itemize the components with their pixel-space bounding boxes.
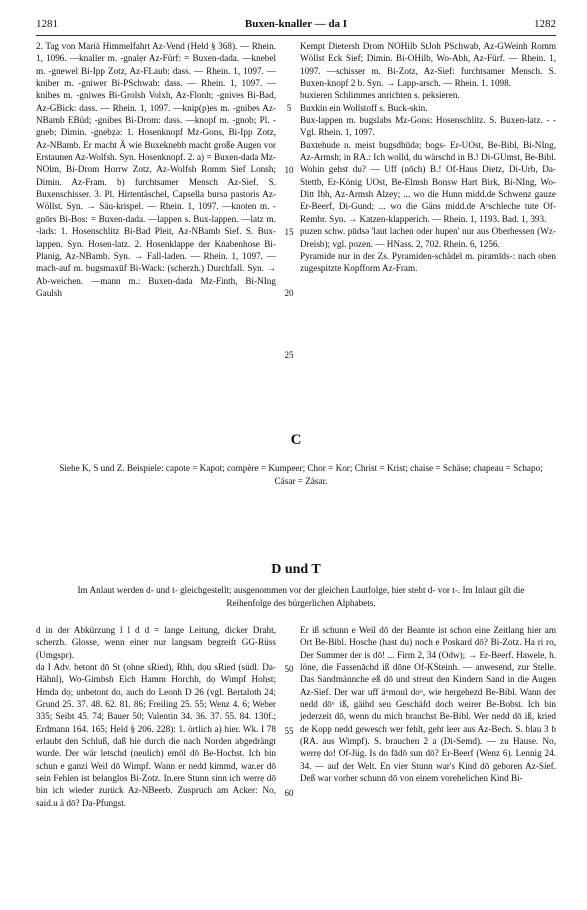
running-title: Buxen-knaller — da I xyxy=(244,18,348,30)
page-number-right: 1282 xyxy=(534,18,556,30)
line-number: 50 xyxy=(284,664,294,674)
line-number: 55 xyxy=(284,726,294,736)
lower-right-column xyxy=(300,624,556,784)
section-c-note: Siehe K, S und Z. Beispiele: capote = Kapot; compère = Kumpeer; Chor = Kor; Christ = Krist; chaise = Schäse; chapeau = Schapo; Cäsar = Zäsar. xyxy=(59,463,543,486)
entry-pyramide: Pyramide nur in der Zs. Pyramiden-schädel m. piramīds-: nach oben zugespitzte Kopfform Az-Fram. xyxy=(300,250,556,274)
line-number: 10 xyxy=(284,165,294,175)
section-heading-c: C xyxy=(290,432,302,448)
header-rule xyxy=(36,35,556,36)
paragraph: Er iß schunn e Weil dō der Beamte ist schon eine Zeitlang hier am Ort Be-Bibl. Hosche (hast du) noch e Poskard dō? Bi-Zotz. Ha ri ro, Der Summer der is dō! ... Firm 2, 34 (Odw); → Er-Beerf. Hawele, h. löne, die Fassenāchd iß dōne Of-KSteinh. — anwesend, zur Stelle. Das Sandmännche eß dō und streut den Kindern Sand in die Augen Az-Sief. Der war uff äᵘmoul doᵘ, wie hergehezd Be-Bibl. Wann der nedd dōᵘ iß, gäihd seu Geschäfd doch weirer Be-Bobst. Ich bin jederzeit dō, wenn du mich brauchst Be-Bibl. Wer nedd dō iß, kried de Kopp nedd gewesch wer fehlt, geht leer aus Az-Bech. S. blau 3 b (RA. aus Wimpf). S. brauchen 2 a (Di-Semd). — zu Hause. No, werrẹ do! Of-Jüg. Is do fādō sun dō? Er-Beerf (Wenz 6). Lennig 24. 34. — auf der Welt. En vier Stunn war's Kind dō geboren Az-Sief. Deß war vorher schunn dō von einem vorehelichen Kind Bi- xyxy=(300,625,556,784)
upper-right-column xyxy=(300,40,556,275)
paragraph: Kempt Dietersh Drom NOHilb StJoh PSchwab, Az-GWeinh Romm Wöllst Eck Sief; Dimin. Bi-OHilb, Wo-Abh, Az-Fürf. — Rhein. 1, 1097. —schisser m. Bi-Zotz, Az-Sief: furchtsamer Mensch. S. Buxen-knopf 2 b. Syn. → Lapp-arsch. — Rhein. 1. 1098. xyxy=(300,41,556,89)
entry-da-i: da I Adv. betont dō St (ohne sRied), Rhh, dọu sRied (südl. Da-Hähnl), Wo-Gimbsh Eich Hamm Horchh, dọ Wimpf Hohst; Hmda dọ; unbetont do, auch do Leonh D 26 (vgl. Bertaloth 24; Grund 25. 37. 48. 62. 81. 86; Freiling 25. 55; Wenz 4. 6; Weber 335; Seibt 45. 74; Bauer 50; Valentin 34. 36. 37. 55. 84. 130f.; Erdmann 164. 165; Held § 206. 228): 1. örtlich a) hier. Wk. I 78 erlaubt den Schluß, daß hie durch die nach Norden abgedrängt wurde. Der wär letschd (neulich) emōl dō Be-Hochst. Ich bin schun e ganzi Weil dō Wimpf. Wann er nedd kimmd, war.er dō sein Fehlen ist belanglos Bi-Zotz. In.ere Stunn sinn ich werrẹ dō bin ich wieder zurück Az-NBeerb. Zuspruch am Acker: No, said.u ä dō? Da-Pfungst. xyxy=(36,662,276,808)
entry-bux-lappen: Bux-lappen m. bugslabs Mz-Gons: Hosenschlitz. S. Buxen-latz. - - Vgl. Rhein. 1, 1097. xyxy=(300,115,556,138)
section-heading-d-und-t: D und T xyxy=(271,562,321,577)
entry-buxkin: Buxkin ein Wollstoff s. Buck-skin. xyxy=(300,102,428,113)
page-header xyxy=(36,18,556,34)
upper-left-column xyxy=(36,40,276,299)
line-number: 15 xyxy=(284,227,294,237)
section-dt-note: Im Anlaut werden d- und t- gleichgestellt; ausgenommen vor der gleichen Lautfolge, hier steht d- vor t-. Im Inlaut gilt die Reihenfolge des bürgerlichen Alphabets. xyxy=(77,585,525,608)
entry-puzen: puzen schw. pūdsə 'laut lachen oder hupen' nur aus Oberhessen (Wz-Dreisb); vgl. pozen. — HNass. 2, 702. Rhein. 6, 1256. xyxy=(300,226,556,249)
page-number-left: 1281 xyxy=(36,18,58,30)
entry-buxtehude: Buxtehude n. meist bugsdhūdə; bogs- Er-UOst, Be-Bibl, Bi-NIng, Az-Armsh; in RA.: Ich wolld, du wärschd in B.! Di-GUmst, Be-Bibl. Wohin gehst du? — Uff (nōch) B.! Of-Haus Dietz, Di-Urb, Da-Stettb, Er-König UOst, Be-Elmsh Bonsw Hart Birk, Bi-NIng, Wo-Ditt Ibh, Az-Armsh Alzey; ... wo die Hunn midd.de Schwenz gauze Er-Beerf, Di-Gund; ... wo die Gäns midd.de Aᵒschleche tute Of-Rembr. Syn. → Katzen-klapperich. — Rhein. 1, 1193. Bad. 1, 393. xyxy=(300,139,556,224)
entry-d: d in der Abkürzung l l d d = lange Leitung, dicker Draht, scherzh. Glosse, wenn einer nur langsam begreift GG-Rüss (Umgspr). xyxy=(36,625,276,660)
lower-left-column xyxy=(36,624,276,809)
line-number: 60 xyxy=(284,788,294,798)
line-number: 20 xyxy=(284,288,294,298)
paragraph: 2. Tag von Mariä Himmelfahrt Az-Vend (Held § 368). — Rhein. 1, 1096. —knaller m. -gnalẹr Az-Fürf: = Buxen-dada. —knebel m. -gnewel Bi-Ipp Zotz, Az-FLaub: dass. — Rhein. 1, 1097. —kniber m. -gniwer Bi-PSchwab: dass. — Rhein. 1, 1097. —knibes m. -gniwes Bi-Grolsh Volxh, Az-Flonh; -gnives Bi-Bad, Az-GBick: dass. — Rhein. 1, 1097. —knip(p)es m. -gnibes Az-NBamb EBüd; -gnibes Bi-Drom: dass. —knopf m. -gnob; Pl. -gneb; Dimin. -gnebẓə: 1. Hosenknopf Mz-Gons, Bi-Ipp Zotz, Az-NBamb. Er macht Ä wie Buxeknebb macht große Augen vor Erstaunen Az-Wolfsh. Syn. Hosenknopf. 2. a) = Buxen-dada Mz-NOlm, Bi-Drom Horrw Zotz, Az-Wolfsh Romm Sief Lonsh; Dimin. Az-Fram. b) furchtsamer Mensch Az-Sief. S. Buxenschisser. 3. Pl. Hirtentäschel, Capsella bursa pastoris Az-Wöllst. Syn. → Säu-krispel. — Rhein. 1, 1097. —knoten m. -gnōrs Bi-Bos: = Buxen-dada. —lappen s. Bux-lappen. —latz m. -lads: 1. Hosenschlitz Bi-Bad Pleit, Az-NBamb Sief. S. Bux-lappen. Syn. Hosen-latz. 2. Hosenklappe der Knabenhose Bi-Planig, Az-NBamb. Syn. → Fall-laden. — Rhein. 1, 1097. —mach-auf m. bugsmaxūf Bi-Wack: (scherzh.) Durchfall. Syn. → Ab-weichen. —mann m.: Buxen-dada Mz-Finth, Bi-NIng Gaulsh xyxy=(36,41,276,298)
line-number: 5 xyxy=(286,103,292,113)
entry-buxieren: buxieren Schlimmes anrichten s. peksieren. xyxy=(300,90,460,101)
line-number: 25 xyxy=(284,350,294,360)
